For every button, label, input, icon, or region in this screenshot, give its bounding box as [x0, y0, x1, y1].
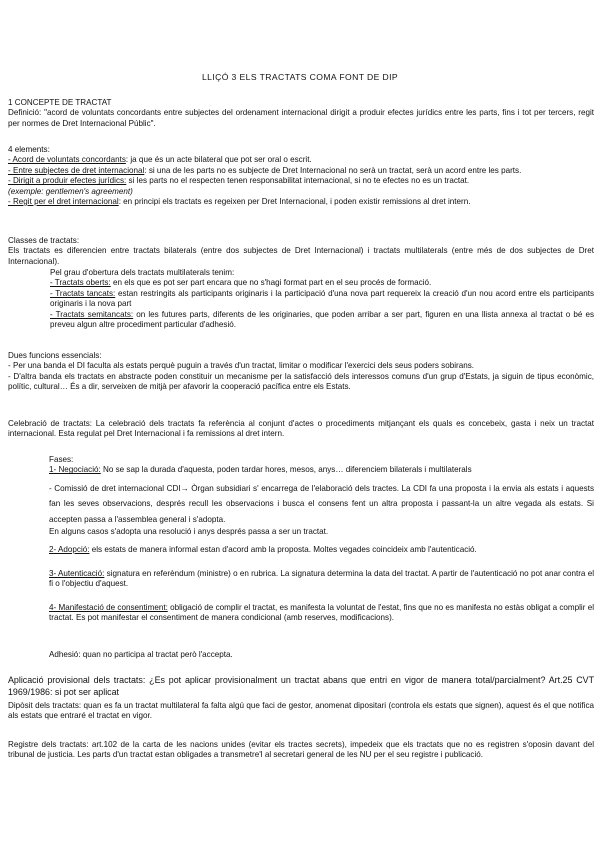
obertura-text: Pel grau d'obertura dels tractats multilaterals tenim:: [50, 268, 235, 277]
classes-intro: Els tractats es diferencien entre tractats bilaterals (entre dos subjectes de Dret Internacional) i tractats multilaterals (entre més de dos subjectes de Dret Internacional).: [8, 246, 594, 266]
fase-term: 4- Manifestació de consentiment:: [49, 603, 168, 612]
element-term: - Regit per el dret internacional: [8, 197, 119, 207]
list-item: [8, 166, 594, 176]
fase-adopcio: [49, 545, 594, 555]
fase-text: els estats de manera informal estan d'acord amb la proposta. Moltes vegades coincideix amb l'autenticació.: [89, 545, 477, 554]
class-term: - Tractats semitancats:: [50, 309, 134, 319]
list-item: [50, 310, 594, 331]
section-heading: Fases:: [49, 455, 74, 464]
fase-term: 2- Adopció:: [49, 545, 90, 554]
list-item: [8, 197, 594, 207]
element-term: - Entre subjectes de dret internacional: [8, 165, 145, 175]
class-term: - Tractats oberts:: [50, 278, 111, 288]
element-text: : ja que és un acte bilateral que pot ser oral o escrit.: [125, 155, 312, 165]
classes-list: [50, 268, 594, 330]
class-text: en els que es pot ser part encara que no s'hagi format part en el seu procés de formació.: [110, 278, 432, 288]
list-item: - Per una banda el DI faculta als estats perquè puguin a través d'un tractat, limitar o modificar l'exercici dels seus poders sobirans.: [8, 361, 475, 371]
section-heading: Dues funcions essencials:: [8, 351, 102, 360]
fase-term: 1- Negociació:: [49, 465, 101, 475]
section-heading: 1 CONCEPTE DE TRACTAT: [8, 98, 112, 107]
element-term: - Dirigit a produir efectes jurídics:: [8, 176, 127, 186]
section-classes: [8, 236, 594, 267]
section-registre: Registre dels tractats: art.102 de la carta de les nacions unides (evitar els tractes secrets), impedeix que els tractats que no es registren s'oposin davant del tribunal de justicia. Les parts d'un tractat estan obligades a transmetre'l al secretari general de les NU per el seu registre i publicació.: [8, 740, 594, 760]
element-text: : si una de les parts no es subjecte de Dret Internacional no serà un tractat, serà un acord entre les parts.: [144, 165, 522, 175]
list-item: [8, 176, 594, 186]
section-diposit: Dipòsit dels tractats: quan es fa un tractat multilateral fa falta algú que faci de gestor, anomenat dipositari (controla els estats que signen), aquest és el que notifica als estats que entraré el tractat en vigor.: [8, 701, 594, 721]
fase-negociacio: [49, 465, 594, 475]
element-text: si les parts no el respecten tenen responsabilitat internacional, si no te efectes no es un tractat.: [126, 176, 470, 186]
section-aplicacio: Aplicació provisional dels tractats: ¿Es pot aplicar provisionalment un tractat abans que entri en vigor de manera total/parcialment? Art.25 CVT 1969/1986: si pot ser aplicat: [8, 675, 594, 697]
fase-text: signatura en referèndum (ministre) o en rubrica. La signatura determina la data del tractat. A partir de l'autenticació no pot anar contra el fi o l'objectiu d'aquest.: [49, 569, 594, 589]
section-elements: [8, 145, 594, 207]
list-item: [50, 289, 594, 310]
fase-consentiment: [49, 603, 594, 624]
fase-text: No se sap la durada d'aquesta, poden tardar hores, mesos, anys… diferenciem bilaterals i multilaterals: [100, 465, 472, 475]
celebracio-text: Celebració de tractats: La celebració dels tractats fa referència al conjunt d'actes o procediments mitjançant els quals es concebeix, gasta i neix un tractat internacional. Esta regulat pel Dret Internacional i fa remissions al dret intern.: [8, 419, 594, 439]
list-item: - D'altra banda els tractats en abstracte poden constituir un mecanisme per la satisfacció dels interessos comuns d'un grup d'Estats, ja siguin de tipus econòmic, polític, cultural… És a dir, serveixen de mitjà per afavorir la cooperació pacífica entre els Estats.: [8, 371, 594, 392]
section-celebracio: [8, 419, 594, 440]
definition-text: Definició: "acord de voluntats concordants entre subjectes del ordenament internacional dirigit a produir efectes jurídics entre les parts, fins i tot per tercers, regit per normes de Dret Internacional Públic".: [8, 108, 594, 128]
element-note: (exemple: gentlemen's agreement): [8, 186, 133, 196]
list-item: [50, 278, 594, 288]
fase-text: obligació de complir el tractat, es manifesta la voluntat de l'estat, fins que no es manifesta no estàs obligat a complir el tractat. Es pot manifestar el consentiment de manera condicional (amb reserves, modificacions).: [49, 603, 594, 623]
section-heading: Classes de tractats:: [8, 236, 80, 245]
list-item: [8, 155, 594, 165]
class-term: - Tractats tancats:: [50, 288, 116, 298]
element-text: : en principi els tractats es regeixen per Dret Internacional, i poden existir remissions al dret intern.: [118, 197, 471, 207]
class-text: estan restringits als participants originaris i la participació d'una nova part requereix la creació d'un nou acord entre els participants originaris i la nova part: [50, 288, 595, 309]
section-fases: [49, 455, 594, 538]
section-heading: 4 elements:: [8, 145, 50, 154]
class-text: on les futures parts, diferents de les originaries, que poden arribar a ser part, figuren en una llista annexa al tractat o bé es preveu algun altre procediment particular d'adhesió.: [50, 309, 594, 330]
fase-resolucio: En alguns casos s'adopta una resolució i anys després passa a ser un tractat.: [49, 527, 329, 537]
section-concepte: [8, 98, 594, 129]
section-funcions: [8, 351, 594, 393]
fase-term: 3- Autenticació:: [49, 569, 105, 578]
element-term: - Acord de voluntats concordants: [8, 155, 126, 165]
fase-autenticacio: [49, 569, 594, 590]
fase-adhesio: Adhesió: quan no participa al tractat però l'accepta.: [49, 650, 233, 659]
fase-comissio: - Comissió de dret internacional CDI→ Òrgan subsidiari s' encarrega de l'elaboració dels tractes. La CDI fa una proposta i la envia als estats i aquests fan les seves observacions, després recull les observacions i busca el consens fent un altra proposta i passant-la un altre vegada als estats. Si accepten passa a l'assemblea general i s'adopta.: [49, 483, 594, 524]
document-title: LLIÇÓ 3 ELS TRACTATS COMA FONT DE DIP: [201, 72, 399, 82]
